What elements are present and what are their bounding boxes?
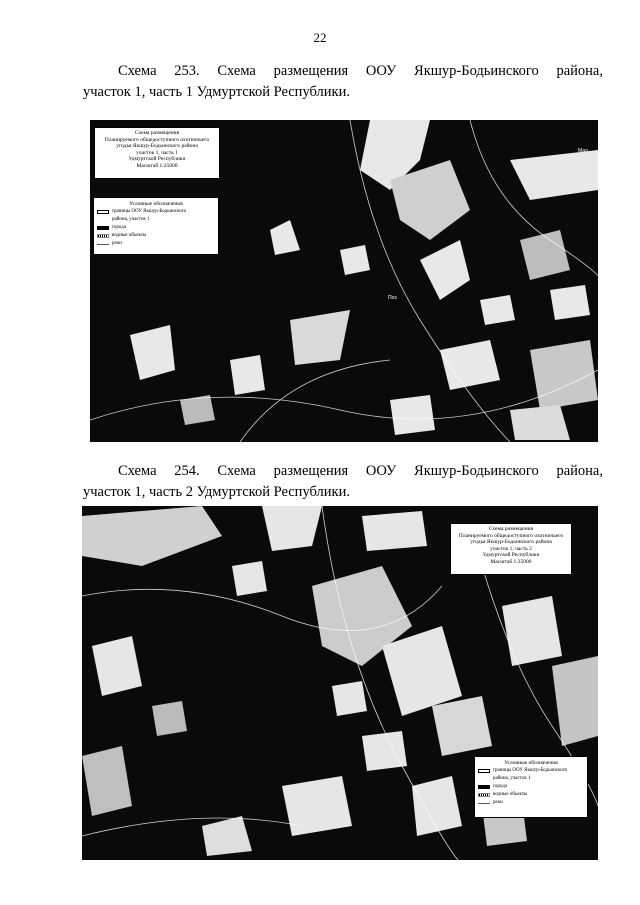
title-line: участок 1, часть 1 (136, 149, 178, 156)
legend-label: водные объекты (112, 233, 147, 238)
water-swatch (97, 234, 109, 238)
water-swatch (478, 793, 490, 797)
map-title-box (94, 127, 220, 179)
scheme-253-caption (83, 61, 603, 103)
map-title-box (450, 523, 572, 575)
title-line: Схема размещения (488, 526, 534, 532)
rivers-swatch (478, 803, 490, 804)
map-legend (474, 756, 588, 818)
title-line: Планируемого общедоступного охотничьего (458, 532, 564, 539)
title-line: угодья Якшур-Бодьинского района (470, 539, 552, 546)
map-place-label: Мал (578, 148, 588, 154)
caption-line: участок 1, часть 2 Удмуртской Республики. (83, 484, 350, 500)
title-line: участок 1, часть 2 (490, 545, 532, 552)
cities-swatch (97, 226, 109, 230)
legend-label: границы ООУ Якшур-Бодьинского (493, 768, 568, 773)
scheme-254-map (82, 506, 598, 860)
scheme-253-map (90, 120, 598, 442)
title-line: Планируемого общедоступного охотничьего (104, 136, 210, 143)
title-line: угодья Якшур-Бодьинского района (116, 143, 198, 150)
caption-line: Схема 254. Схема размещения ООУ Якшур-Бодьинского района, (118, 463, 603, 479)
scheme-254-caption (83, 461, 603, 503)
legend-label: района, участок 1 (112, 217, 150, 222)
page-number: 22 (313, 30, 327, 45)
cities-swatch (478, 785, 490, 789)
title-line: Масштаб 1:25000 (490, 558, 532, 565)
title-line: Удмуртской Республики (482, 552, 540, 559)
border-swatch (478, 769, 490, 773)
map-legend (93, 197, 219, 255)
legend-heading: Условные обозначения (129, 201, 183, 207)
map-place-label: Поз (388, 295, 397, 301)
caption-line: Схема 253. Схема размещения ООУ Якшур-Бодьинского района, (118, 63, 603, 79)
legend-heading: Условные обозначения (504, 760, 558, 766)
title-line: Схема размещения (134, 130, 180, 136)
legend-label: города (493, 784, 508, 789)
border-swatch (97, 210, 109, 214)
legend-label: района, участок 1 (493, 776, 531, 781)
caption-line: участок 1, часть 1 Удмуртской Республики. (83, 84, 350, 100)
title-line: Масштаб 1:25000 (136, 162, 178, 169)
legend-label: реки (112, 241, 122, 246)
legend-label: водные объекты (493, 792, 528, 797)
rivers-swatch (97, 244, 109, 245)
legend-label: реки (493, 800, 503, 805)
legend-label: города (112, 225, 127, 230)
title-line: Удмуртской Республики (128, 156, 186, 163)
legend-label: границы ООУ Якшур-Бодьинского (112, 209, 187, 214)
